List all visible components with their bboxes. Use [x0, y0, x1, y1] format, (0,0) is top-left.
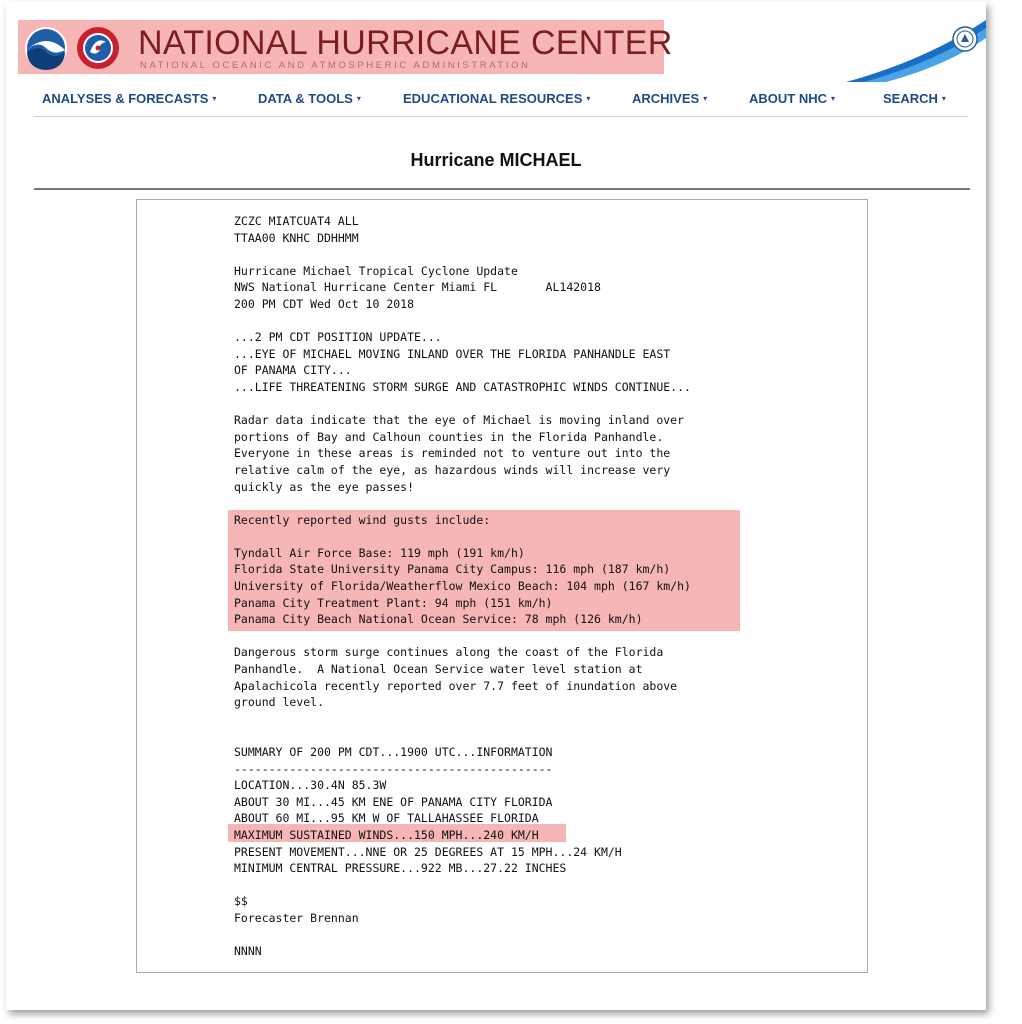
bulletin-line: SUMMARY OF 200 PM CDT...1900 UTC...INFORMATION [234, 745, 553, 759]
bulletin-line [234, 711, 691, 728]
bulletin-line: Recently reported wind gusts include: [234, 512, 491, 527]
noaa-logo-icon [24, 26, 68, 70]
bulletin-line: TTAA00 KNHC DDHHMM [234, 230, 359, 245]
chevron-down-icon: ▾ [941, 94, 946, 103]
nav-archives[interactable] [632, 91, 707, 106]
bulletin-line: ...LIFE THREATENING STORM SURGE AND CATASTROPHIC WINDS CONTINUE... [234, 379, 691, 394]
bulletin-text [234, 213, 691, 960]
bulletin-line: PRESENT MOVEMENT...NNE OR 25 DEGREES AT 15 MPH...24 KM/H [234, 844, 622, 859]
bulletin-line: Radar data indicate that the eye of Michael is moving inland over [234, 413, 685, 428]
bulletin-line: Tyndall Air Force Base: 119 mph (191 km/h) [234, 545, 525, 560]
bulletin-line [234, 727, 691, 744]
nav-label: ARCHIVES [632, 91, 700, 106]
bulletin-line [234, 313, 691, 330]
nav-label: ANALYSES & FORECASTS [42, 91, 209, 106]
bulletin-line [234, 628, 691, 645]
nav-about-nhc[interactable] [749, 91, 835, 106]
bulletin-line: $$ [234, 894, 248, 909]
bulletin-line [234, 927, 691, 944]
bulletin-line: Hurricane Michael Tropical Cyclone Update [234, 263, 518, 278]
site-title: NATIONAL HURRICANE CENTER [138, 24, 673, 62]
bulletin-line: Panama City Beach National Ocean Service: 78 mph (126 km/h) [234, 612, 643, 627]
bulletin-line: ---------------------------------------------- [234, 761, 553, 776]
title-divider [34, 188, 970, 190]
bulletin-line: Everyone in these areas is reminded not to venture out into the [234, 446, 671, 461]
bulletin-line: ZCZC MIATCUAT4 ALL [234, 214, 359, 228]
nav-data-tools[interactable] [258, 91, 361, 106]
nav-educational-resources[interactable] [403, 91, 590, 106]
bulletin-line: OF PANAMA CITY... [234, 363, 352, 378]
bulletin-line: relative calm of the eye, as hazardous winds will increase very [234, 462, 671, 477]
bulletin-line [234, 495, 691, 512]
bulletin-line [234, 877, 691, 894]
bulletin-line: LOCATION...30.4N 85.3W [234, 778, 387, 793]
chevron-down-icon: ▾ [831, 94, 836, 103]
nav-analyses-forecasts[interactable] [42, 91, 216, 106]
bulletin-line: ...2 PM CDT POSITION UPDATE... [234, 330, 442, 345]
bulletin-line: Forecaster Brennan [234, 910, 359, 925]
page-frame [6, 2, 986, 1010]
bulletin-line [234, 528, 691, 545]
bulletin-line: ABOUT 30 MI...45 KM ENE OF PANAMA CITY FLORIDA [234, 794, 553, 809]
chevron-down-icon: ▾ [586, 94, 591, 103]
bulletin-line [234, 246, 691, 263]
bulletin-line: MINIMUM CENTRAL PRESSURE...922 MB...27.22 INCHES [234, 861, 567, 876]
site-header [6, 2, 986, 80]
bulletin-line: Panhandle. A National Ocean Service water level station at [234, 662, 643, 677]
nav-label: EDUCATIONAL RESOURCES [403, 91, 583, 106]
bulletin-line: MAXIMUM SUSTAINED WINDS...150 MPH...240 KM/H [234, 827, 539, 842]
bulletin-line: Dangerous storm surge continues along the coast of the Florida [234, 645, 664, 660]
bulletin-line: Florida State University Panama City Campus: 116 mph (187 km/h) [234, 562, 671, 577]
bulletin-line [234, 396, 691, 413]
bulletin-line: NNNN [234, 944, 262, 959]
commerce-seal-icon [952, 26, 978, 52]
advisory-bulletin [136, 199, 868, 973]
bulletin-line: Apalachicola recently reported over 7.7 feet of inundation above [234, 678, 678, 693]
site-brand[interactable] [18, 20, 673, 74]
bulletin-line: ...EYE OF MICHAEL MOVING INLAND OVER THE FLORIDA PANHANDLE EAST [234, 346, 671, 361]
bulletin-line: ABOUT 60 MI...95 KM W OF TALLAHASSEE FLORIDA [234, 811, 539, 826]
bulletin-line: ground level. [234, 695, 325, 710]
nav-label: SEARCH [883, 91, 938, 106]
nav-label: ABOUT NHC [749, 91, 827, 106]
bulletin-line: Panama City Treatment Plant: 94 mph (151 km/h) [234, 595, 553, 610]
main-nav [34, 80, 968, 117]
bulletin-line: 200 PM CDT Wed Oct 10 2018 [234, 296, 415, 311]
bulletin-line: NWS National Hurricane Center Miami FL AL142018 [234, 280, 601, 295]
nws-logo-icon [76, 26, 120, 70]
nav-search[interactable] [883, 91, 946, 106]
chevron-down-icon: ▾ [356, 94, 361, 103]
nav-label: DATA & TOOLS [258, 91, 353, 106]
bulletin-line: quickly as the eye passes! [234, 479, 415, 494]
chevron-down-icon: ▾ [212, 94, 217, 103]
bulletin-line: portions of Bay and Calhoun counties in the Florida Panhandle. [234, 429, 664, 444]
site-subtitle: NATIONAL OCEANIC AND ATMOSPHERIC ADMINISTRATION [140, 60, 531, 71]
bulletin-line: University of Florida/Weatherflow Mexico Beach: 104 mph (167 km/h) [234, 579, 691, 594]
chevron-down-icon: ▾ [703, 94, 708, 103]
page-title: Hurricane MICHAEL [410, 150, 582, 170]
